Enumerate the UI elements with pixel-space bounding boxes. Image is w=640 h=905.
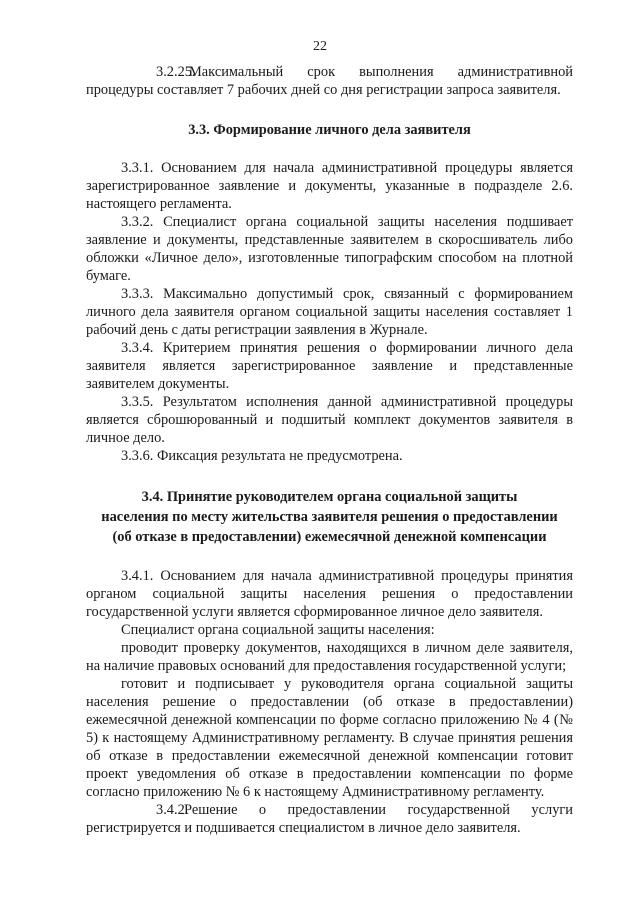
paragraph-number: 3.2.25. [156, 64, 196, 80]
paragraph-checks: проводит проверку документов, находящихся в личном деле заявителя, на наличие правовых оснований для предоставления государственной услуги; [86, 640, 573, 674]
paragraph-3-3-1: 3.3.1. Основанием для начала административной процедуры является зарегистрированное заявление и документы, указанные в подразделе 2.6. настоящего регламента. [86, 160, 573, 212]
heading-line: (об отказе в предоставлении) ежемесячной денежной компенсации [112, 529, 547, 545]
section-heading-3-4 [86, 487, 573, 547]
heading-line: населения по месту жительства заявителя решения о предоставлении [101, 509, 558, 525]
paragraph-3-3-2: 3.3.2. Специалист органа социальной защиты населения подшивает заявление и документы, представленные заявителем в скоросшиватель либо обложки «Личное дело», изготовленные типографским способом на плотной бумаге. [86, 214, 573, 284]
paragraph-text: Максимальный срок выполнения административной процедуры составляет 7 рабочих дней со дня регистрации запроса заявителя. [86, 64, 573, 98]
page-number: 22 [313, 39, 327, 54]
paragraph-3-4-1: 3.4.1. Основанием для начала административной процедуры принятия органом социальной защиты населения решения о предоставлении государственной услуги является сформированное личное дело заявителя. [86, 568, 573, 620]
document-body [86, 63, 573, 837]
heading-line: 3.4. Принятие руководителем органа социальной защиты [141, 489, 518, 505]
paragraph-specialist: Специалист органа социальной защиты населения: [121, 622, 435, 638]
paragraph-3-3-3: 3.3.3. Максимально допустимый срок, связанный с формированием личного дела заявителя органом социальной защиты населения составляет 1 рабочий день с даты регистрации заявления в Журнале. [86, 286, 573, 338]
paragraph-text: Решение о предоставлении государственной услуги регистрируется и подшивается специалистом в личное дело заявителя. [86, 802, 573, 836]
paragraph-3-2-25 [86, 63, 573, 99]
section-heading-3-3: 3.3. Формирование личного дела заявителя [188, 122, 471, 138]
paragraph-3-3-6: 3.3.6. Фиксация результата не предусмотрена. [121, 448, 403, 464]
paragraph-3-4-2 [86, 801, 573, 837]
paragraph-prepares: готовит и подписывает у руководителя органа социальной защиты населения решение о предоставлении (об отказе в предоставлении) ежемесячной денежной компенсации по форме согласно приложению № 4 (№ 5) к настоящему Административному регламенту. В случае принятия решения об отказе в предоставлении ежемесячной денежной компенсации готовит проект уведомления об отказе в предоставлении компенсации по форме согласно приложению № 6 к настоящему Административному регламенту. [86, 676, 573, 800]
paragraph-number: 3.4.2. [156, 802, 189, 818]
paragraph-3-3-4: 3.3.4. Критерием принятия решения о формировании личного дела заявителя является зарегистрированное заявление и представленные заявителем документы. [86, 340, 573, 392]
paragraph-3-3-5: 3.3.5. Результатом исполнения данной административной процедуры является сброшюрованный и подшитый комплект документов заявителя в личное дело. [86, 394, 573, 446]
